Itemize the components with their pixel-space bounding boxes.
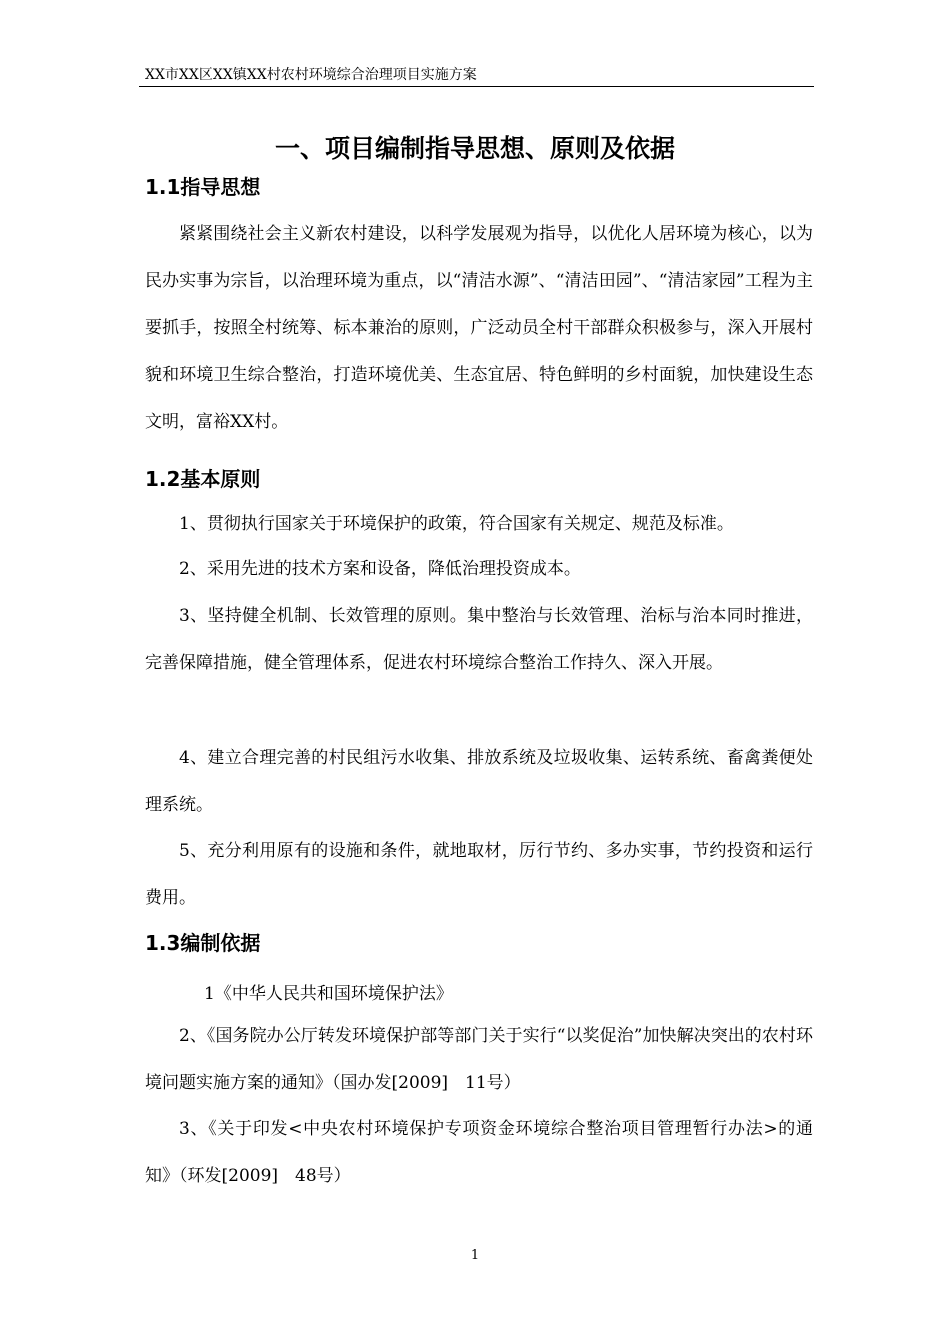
- guiding-thought-paragraph: 紧紧围绕社会主义新农村建设，以科学发展观为指导，以优化人居环境为核心，以为民办实事为宗旨，以治理环境为重点，以“清洁水源”、“清洁田园”、“清洁家园”工程为主要抓手，按照全村统筹、标本兼治的原则，广泛动员全村干部群众积极参与，深入开展村貌和环境卫生综合整治，打造环境优美、生态宜居、特色鲜明的乡村面貌，加快建设生态文明，富裕XX村。: [145, 224, 813, 432]
- principle-item-3: 3、坚持健全机制、长效管理的原则。集中整治与长效管理、治标与治本同时推进，完善保障措施，健全管理体系，促进农村环境综合整治工作持久、深入开展。: [145, 606, 813, 673]
- chapter-title: 一、项目编制指导思想、原则及依据: [274, 134, 675, 163]
- running-header: XX市XX区XX镇XX村农村环境综合治理项目实施方案: [145, 67, 477, 83]
- principle-item-5: 5、充分利用原有的设施和条件，就地取材，厉行节约、多办实事，节约投资和运行费用。: [145, 841, 813, 908]
- header-rule: [139, 86, 814, 87]
- principle-item-2: 2、采用先进的技术方案和设备，降低治理投资成本。: [179, 559, 581, 579]
- section-heading-1-2: 1.2基本原则: [145, 467, 261, 491]
- basis-item-2: 2、《国务院办公厅转发环境保护部等部门关于实行“以奖促治”加快解决突出的农村环境问题实施方案的通知》（国办发[2009] 11号）: [145, 1026, 813, 1093]
- page-number: 1: [470, 1248, 480, 1263]
- section-heading-1-3: 1.3编制依据: [145, 931, 261, 955]
- principle-item-4: 4、建立合理完善的村民组污水收集、排放系统及垃圾收集、运转系统、畜禽粪便处理系统。: [145, 748, 813, 815]
- principle-item-1: 1、贯彻执行国家关于环境保护的政策，符合国家有关规定、规范及标准。: [179, 514, 734, 534]
- section-heading-1-1: 1.1指导思想: [145, 175, 261, 199]
- basis-item-1: 1《中华人民共和国环境保护法》: [204, 984, 453, 1004]
- basis-item-3: 3、《关于印发<中央农村环境保护专项资金环境综合整治项目管理暂行办法>的通知》（环发[2009] 48号）: [145, 1119, 813, 1186]
